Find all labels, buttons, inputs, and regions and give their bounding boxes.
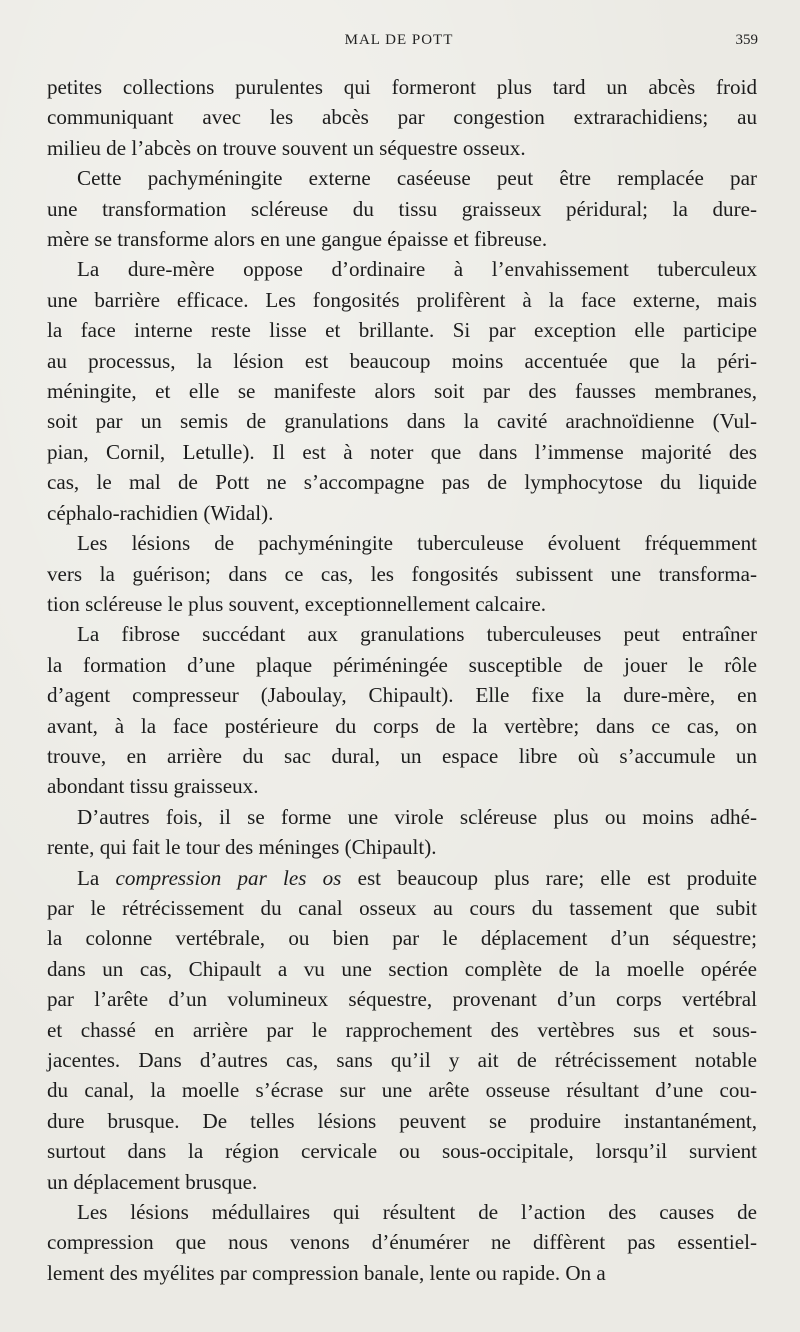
text-line: surtout dans la région cervicale ou sous-occipitale, lorsqu’il survient xyxy=(47,1139,757,1164)
text-fragment: est beaucoup plus rare; elle est produite xyxy=(341,865,757,890)
text-line: Cette pachyméningite externe caséeuse peut être remplacée par xyxy=(77,166,757,191)
paragraph xyxy=(47,802,757,863)
text-line: compression que nous venons d’énumérer ne diffèrent pas essentiel- xyxy=(47,1230,757,1255)
text-line: jacentes. Dans d’autres cas, sans qu’il y ait de rétrécissement notable xyxy=(47,1048,757,1072)
italic-term: compression par les os xyxy=(115,865,342,890)
text-line: méningite, et elle se manifeste alors soit par des fausses membranes, xyxy=(47,379,757,404)
paragraph xyxy=(47,528,757,619)
text-line: rente, qui fait le tour des méninges (Chipault). xyxy=(47,835,437,860)
text-line: lement des myélites par compression banale, lente ou rapide. On a xyxy=(47,1260,606,1285)
text-line: abondant tissu graisseux. xyxy=(47,774,259,799)
paragraph xyxy=(47,163,757,254)
text-line: la colonne vertébrale, ou bien par le déplacement d’un séquestre; xyxy=(47,926,757,951)
text-line: pian, Cornil, Letulle). Il est à noter que dans l’immense majorité des xyxy=(47,439,757,464)
text-line: tion scléreuse le plus souvent, exceptionnellement calcaire. xyxy=(47,591,547,616)
paragraph xyxy=(47,254,757,528)
text-line: une transformation scléreuse du tissu graisseux péridural; la dure- xyxy=(47,196,757,221)
paragraph xyxy=(47,863,757,1197)
text-line: La dure-mère oppose d’ordinaire à l’envahissement tuberculeux xyxy=(77,257,757,282)
text-line: et chassé en arrière par le rapprochement des vertèbres sus et sous- xyxy=(47,1017,757,1042)
text-line: La fibrose succédant aux granulations tuberculeuses peut entraîner xyxy=(77,622,757,647)
text-line: d’agent compresseur (Jaboulay, Chipault). Elle fixe la dure-mère, en xyxy=(47,683,757,708)
text-line: Les lésions médullaires qui résultent de l’action des causes de xyxy=(77,1200,757,1225)
text-line: la face interne reste lisse et brillante. Si par exception elle participe xyxy=(47,318,757,343)
text-line: céphalo-rachidien (Widal). xyxy=(47,500,274,525)
text-line: Les lésions de pachyméningite tuberculeuse évoluent fréquemment xyxy=(77,531,757,556)
paragraph xyxy=(47,619,757,801)
text-line: une barrière efficace. Les fongosités prolifèrent à la face externe, mais xyxy=(47,287,757,312)
running-title: MAL DE POTT xyxy=(344,32,454,48)
text-line: un déplacement brusque. xyxy=(47,1169,258,1194)
text-line: avant, à la face postérieure du corps de la vertèbre; dans ce cas, on xyxy=(47,713,757,738)
text-line: du canal, la moelle s’écrase sur une arête osseuse résultant d’une cou- xyxy=(47,1078,757,1103)
text-line: vers la guérison; dans ce cas, les fongosités subissent une transforma- xyxy=(47,561,757,586)
text-line: par le rétrécissement du canal osseux au cours du tassement que subit xyxy=(47,895,757,920)
page-header xyxy=(40,32,758,56)
paragraph xyxy=(47,1197,757,1288)
text-fragment: La xyxy=(77,865,116,890)
page-number: 359 xyxy=(735,32,758,48)
text-line: la formation d’une plaque périméningée susceptible de jouer le rôle xyxy=(47,652,757,677)
text-line xyxy=(47,863,757,893)
text-line: dans un cas, Chipault a vu une section complète de la moelle opérée xyxy=(47,956,757,981)
text-line: communiquant avec les abcès par congestion extrarachidiens; au xyxy=(47,105,757,130)
text-line: soit par un semis de granulations dans la cavité arachnoïdienne (Vul- xyxy=(47,409,757,434)
paragraph xyxy=(47,72,757,163)
text-line: trouve, en arrière du sac dural, un espace libre où s’accumule un xyxy=(47,743,757,768)
text-line: au processus, la lésion est beaucoup moins accentuée que la péri- xyxy=(47,348,757,373)
text-line: par l’arête d’un volumineux séquestre, provenant d’un corps vertébral xyxy=(47,987,757,1012)
text-line: dure brusque. De telles lésions peuvent se produire instantanément, xyxy=(47,1108,757,1133)
text-line: D’autres fois, il se forme une virole scléreuse plus ou moins adhé- xyxy=(77,804,757,829)
text-line: cas, le mal de Pott ne s’accompagne pas de lymphocytose du liquide xyxy=(47,470,757,495)
body-text xyxy=(47,72,757,1288)
text-line: petites collections purulentes qui formeront plus tard un abcès froid xyxy=(47,75,757,99)
text-line: mère se transforme alors en une gangue épaisse et fibreuse. xyxy=(47,227,548,252)
text-line: milieu de l’abcès on trouve souvent un séquestre osseux. xyxy=(47,135,526,160)
